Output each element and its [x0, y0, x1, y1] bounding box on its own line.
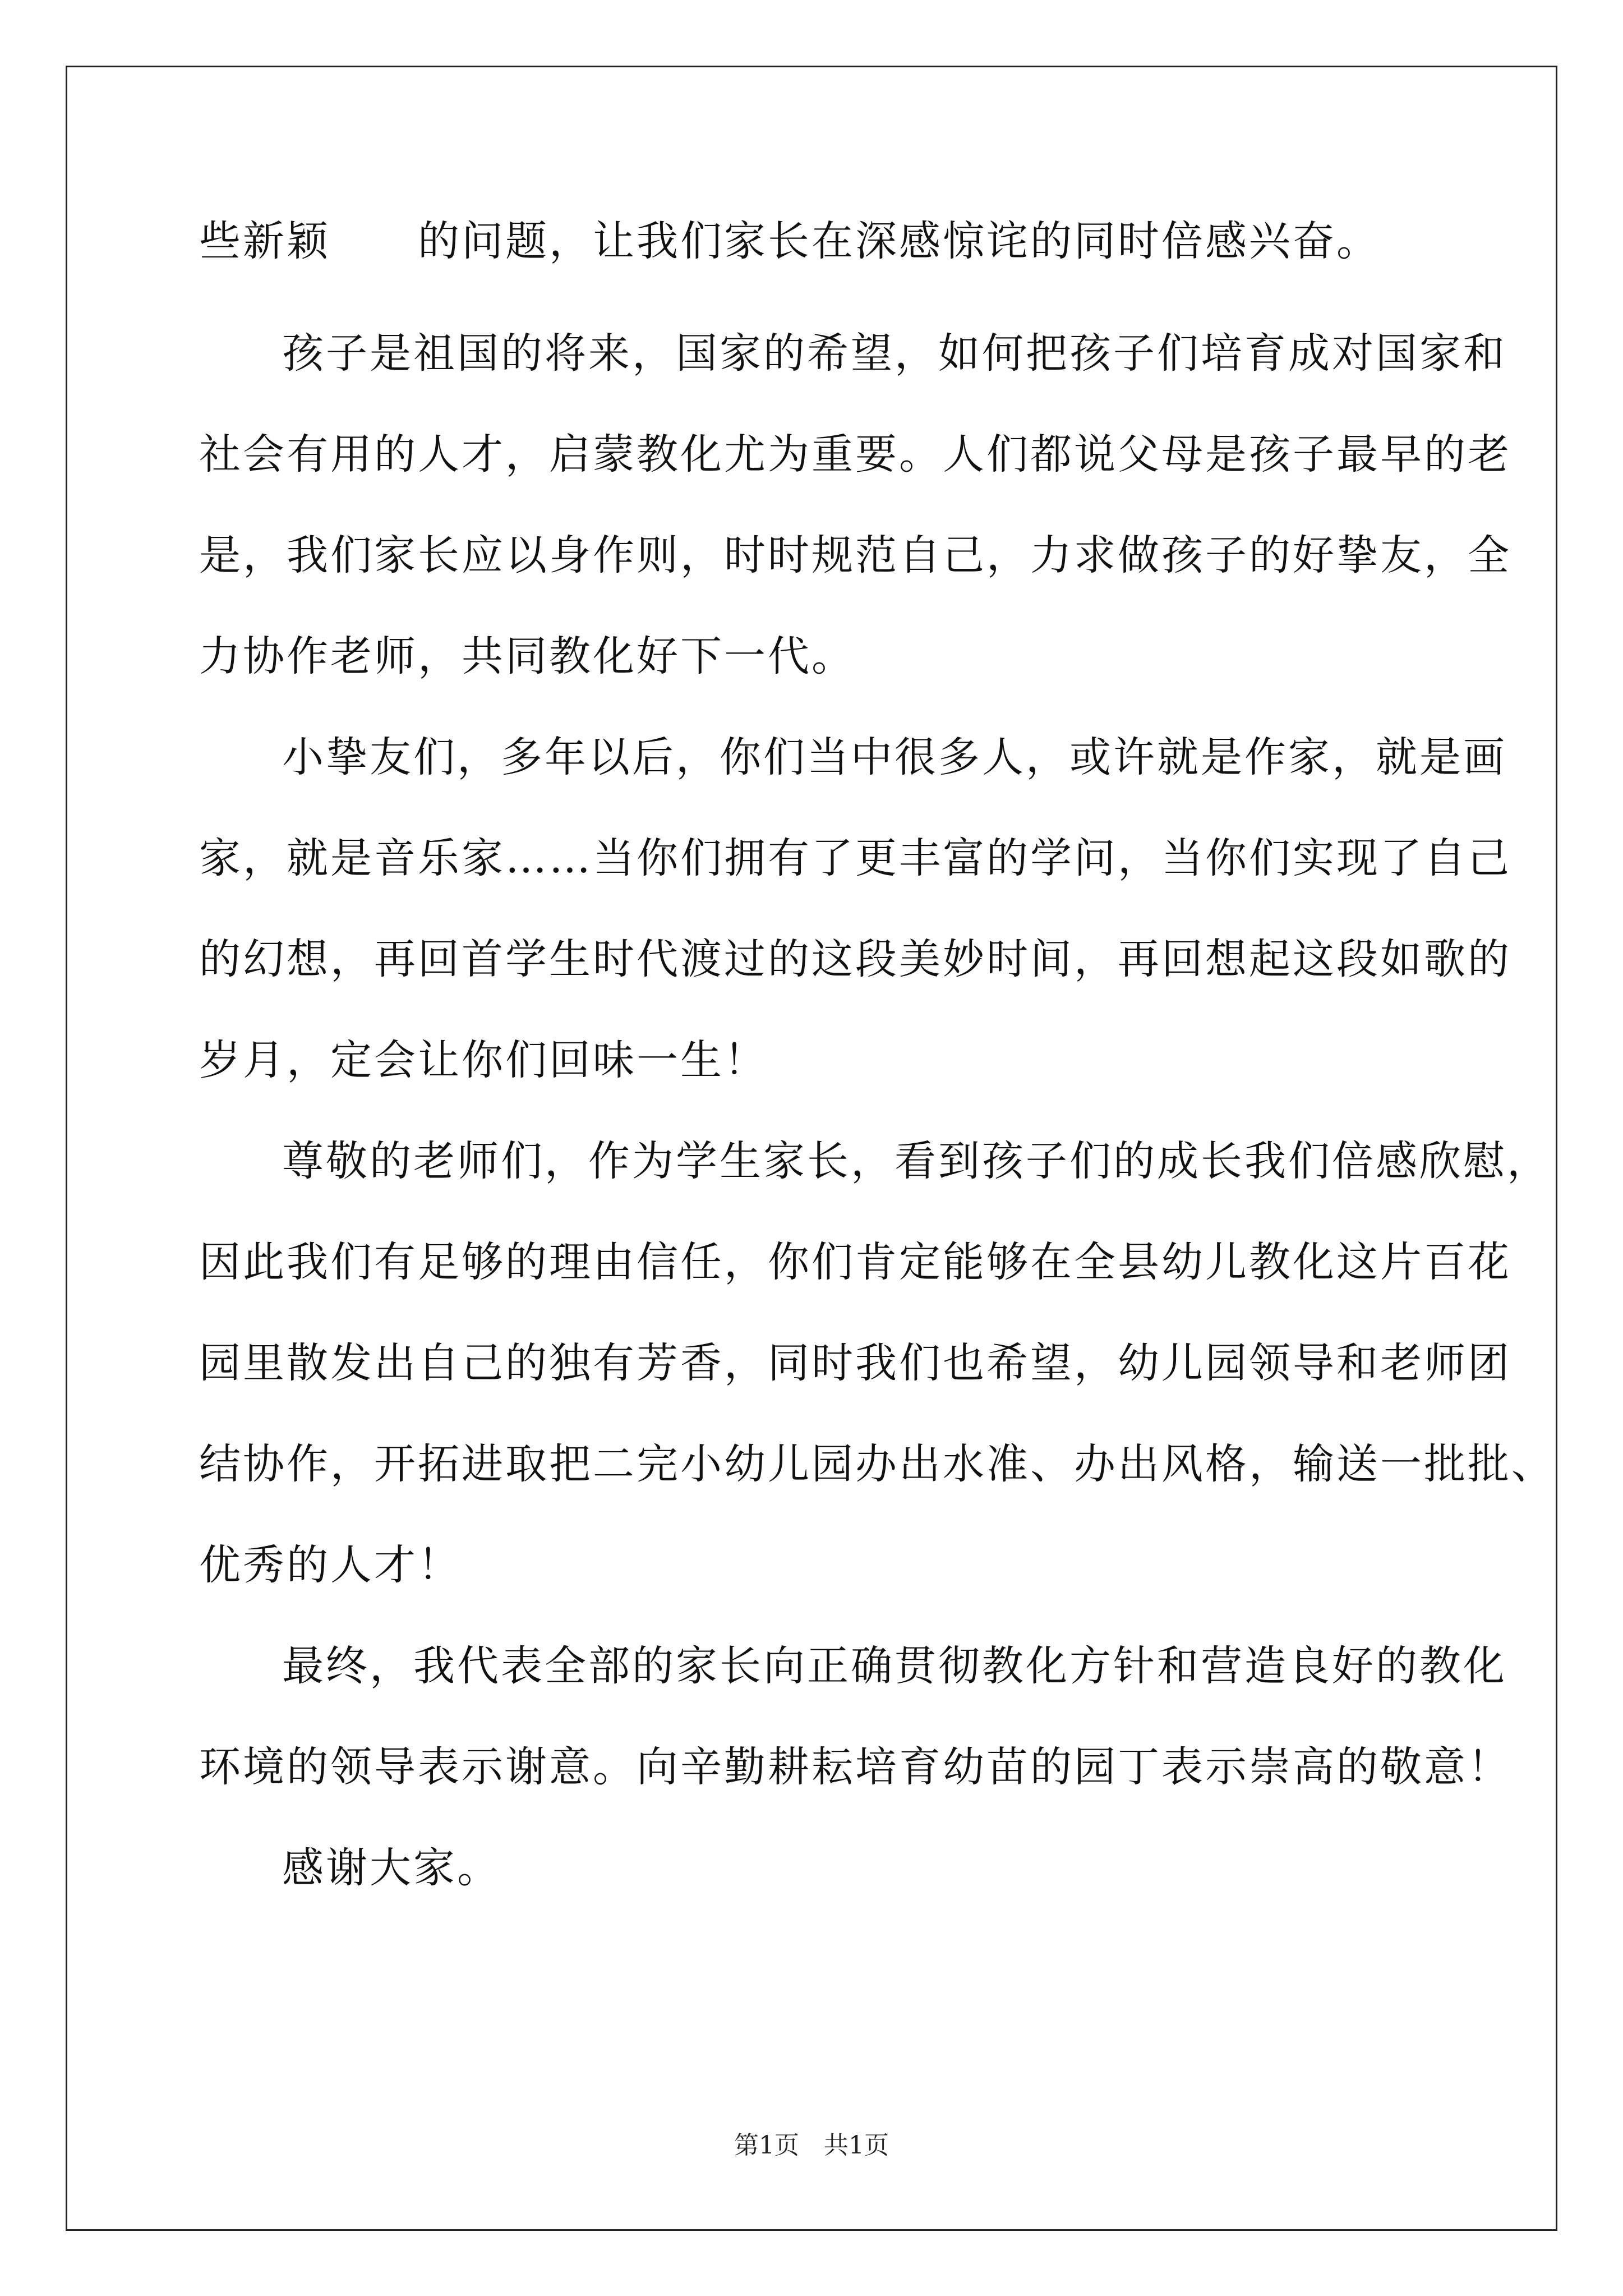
text-line: 家，就是音乐家……当你们拥有了更丰富的学问，当你们实现了自己 [199, 834, 1511, 882]
paragraph-start-line: 尊敬的老师们，作为学生家长，看到孩子们的成长我们倍感欣慰， [282, 1137, 1551, 1185]
paragraph-start-line: 最终，我代表全部的家长向正确贯彻教化方针和营造良好的教化 [282, 1642, 1507, 1690]
text-line: 是，我们家长应以身作则，时时规范自己，力求做孩子的好挚友，全 [199, 531, 1511, 579]
text-line: 些新颖 的问题，让我们家长在深感惊诧的同时倍感兴奋。 [199, 217, 1380, 265]
text-line: 的幻想，再回首学生时代渡过的这段美妙时间，再回想起这段如歌的 [199, 935, 1511, 983]
paragraph-start-line: 孩子是祖国的将来，国家的希望，如何把孩子们培育成对国家和 [282, 329, 1507, 378]
text-line: 环境的领导表示谢意。向辛勤耕耘培育幼苗的园丁表示崇高的敬意！ [199, 1743, 1511, 1791]
page-number-footer: 第1页 共1页 [734, 2131, 889, 2160]
text-line: 岁月，定会让你们回味一生！ [199, 1036, 768, 1084]
text-line: 园里散发出自己的独有芳香，同时我们也希望，幼儿园领导和老师团 [199, 1339, 1511, 1387]
paragraph-start-line: 小挚友们，多年以后，你们当中很多人，或许就是作家，就是画 [282, 733, 1507, 781]
text-line: 因此我们有足够的理由信任，你们肯定能够在全县幼儿教化这片百花 [199, 1238, 1511, 1286]
text-line: 优秀的人才！ [199, 1541, 462, 1589]
paragraph-start-line: 感谢大家。 [282, 1844, 501, 1892]
text-line: 结协作，开拓进取把二完小幼儿园办出水准、办出风格，输送一批批、 [199, 1440, 1555, 1488]
text-line: 社会有用的人才，启蒙教化尤为重要。人们都说父母是孩子最早的老 [199, 430, 1511, 478]
text-line: 力协作老师，共同教化好下一代。 [199, 632, 855, 680]
